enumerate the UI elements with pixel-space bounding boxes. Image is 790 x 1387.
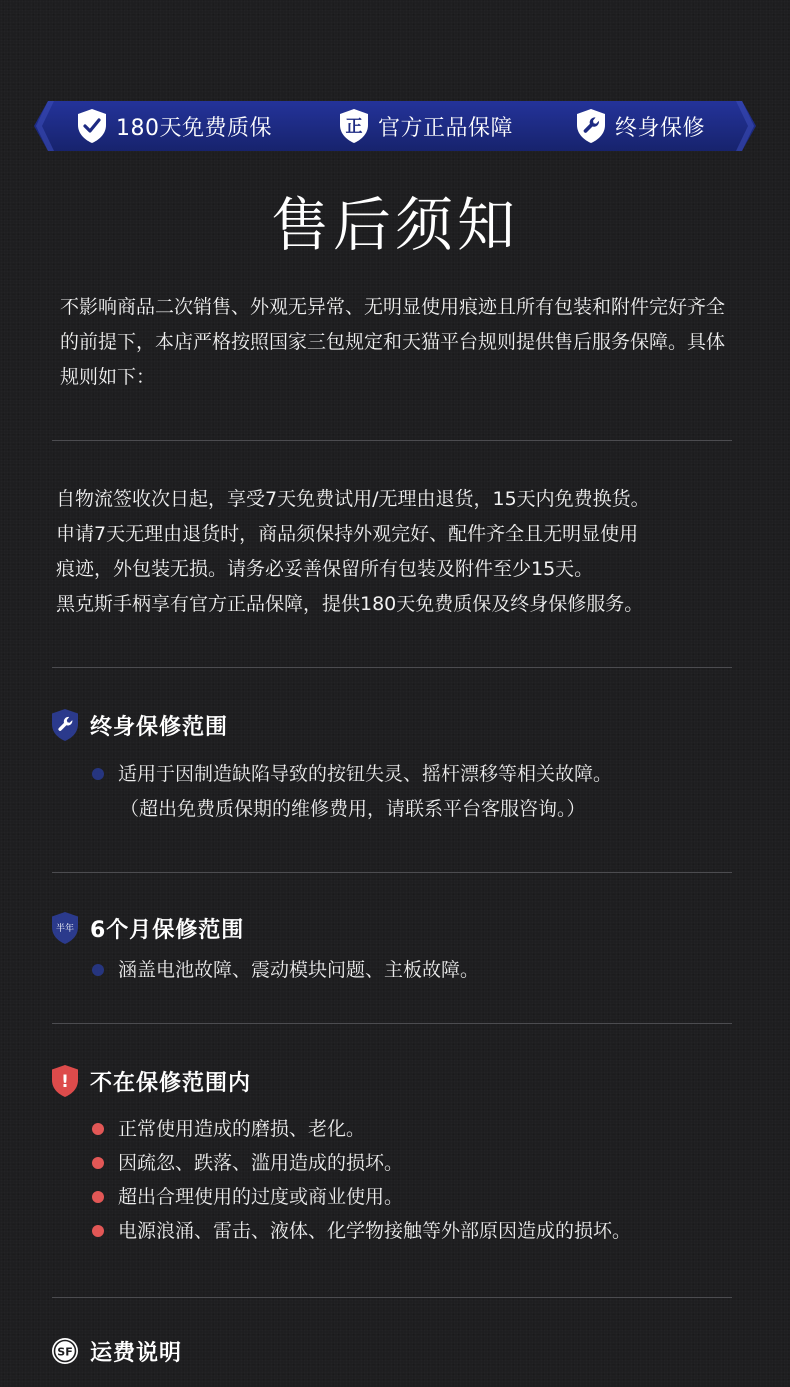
badge-label: 180天免费质保 <box>116 115 272 141</box>
section-title: 不在保修范围内 <box>90 1070 252 1096</box>
policy-line: 自物流签收次日起，享受7天免费试用/无理由退货，15天内免费换货。 <box>56 488 650 510</box>
list-item <box>90 1112 631 1146</box>
list-item-text: 涵盖电池故障、震动模块问题、主板故障。 <box>118 959 480 981</box>
policy-line: 痕迹，外包装无损。请务必妥善保留所有包装及附件至少15天。 <box>56 558 594 580</box>
badge-label: 终身保修 <box>615 115 706 141</box>
list-item <box>90 953 479 987</box>
excluded-list <box>90 1112 631 1248</box>
page-title: 售后须知 <box>270 191 519 259</box>
list-item-text: 适用于因制造缺陷导致的按钮失灵、摇杆漂移等相关故障。 <box>118 763 613 785</box>
list-item <box>90 1146 631 1180</box>
divider <box>52 872 732 873</box>
badge-warranty-180 <box>76 101 272 151</box>
divider <box>52 440 732 441</box>
lifetime-list <box>90 757 612 791</box>
list-item-text: 超出合理使用的过度或商业使用。 <box>118 1186 404 1208</box>
guarantee-banner <box>34 101 756 151</box>
svg-text:半年: 半年 <box>55 924 75 934</box>
shield-wrench-icon <box>575 108 607 144</box>
list-item-text: 因疏忽、跌落、滥用造成的损坏。 <box>118 1152 404 1174</box>
list-item <box>90 757 612 791</box>
section-title: 终身保修范围 <box>90 714 229 740</box>
badge-label: 官方正品保障 <box>378 115 514 141</box>
shield-exclamation-icon <box>50 1064 80 1098</box>
svg-text:正: 正 <box>345 117 363 137</box>
svg-text:SF: SF <box>57 1345 73 1359</box>
divider <box>52 1297 732 1298</box>
list-item-text: 正常使用造成的磨损、老化。 <box>118 1118 366 1140</box>
list-item <box>90 1180 631 1214</box>
sf-express-logo-icon <box>50 1334 80 1368</box>
bullet <box>92 768 104 780</box>
section-lifetime-header <box>50 708 228 742</box>
shield-wrench-icon <box>50 708 80 742</box>
bullet <box>92 1225 104 1237</box>
divider <box>52 1023 732 1024</box>
bullet <box>92 1157 104 1169</box>
return-policy <box>56 482 756 622</box>
divider <box>52 667 732 668</box>
bullet <box>92 1191 104 1203</box>
badge-lifetime-repair <box>575 101 705 151</box>
badge-official-genuine <box>338 101 513 151</box>
lifetime-note: （超出免费质保期的维修费用，请联系平台客服咨询。） <box>120 798 586 820</box>
shield-half-year-icon <box>50 911 80 945</box>
shield-check-icon <box>76 108 108 144</box>
list-item-text: 电源浪涌、雷击、液体、化学物接触等外部原因造成的损坏。 <box>118 1220 632 1242</box>
shield-zheng-icon <box>338 108 370 144</box>
six-month-list <box>90 953 479 987</box>
policy-line: 黑克斯手柄享有官方正品保障，提供180天免费质保及终身保修服务。 <box>56 593 644 615</box>
section-title: 运费说明 <box>90 1340 183 1366</box>
section-six-month-header <box>50 911 244 945</box>
bullet <box>92 1123 104 1135</box>
policy-line: 申请7天无理由退货时，商品须保持外观完好、配件齐全且无明显使用 <box>56 523 639 545</box>
intro-paragraph: 不影响商品二次销售、外观无异常、无明显使用痕迹且所有包装和附件完好齐全的前提下，本店严格按照国家三包规定和天猫平台规则提供售后服务保障。具体规则如下： <box>60 296 726 388</box>
section-title: 6个月保修范围 <box>90 917 245 943</box>
list-item <box>90 1214 631 1248</box>
section-excluded-header <box>50 1064 251 1098</box>
bullet <box>92 964 104 976</box>
svg-text:!: ! <box>61 1072 69 1092</box>
section-shipping-header <box>50 1334 182 1368</box>
